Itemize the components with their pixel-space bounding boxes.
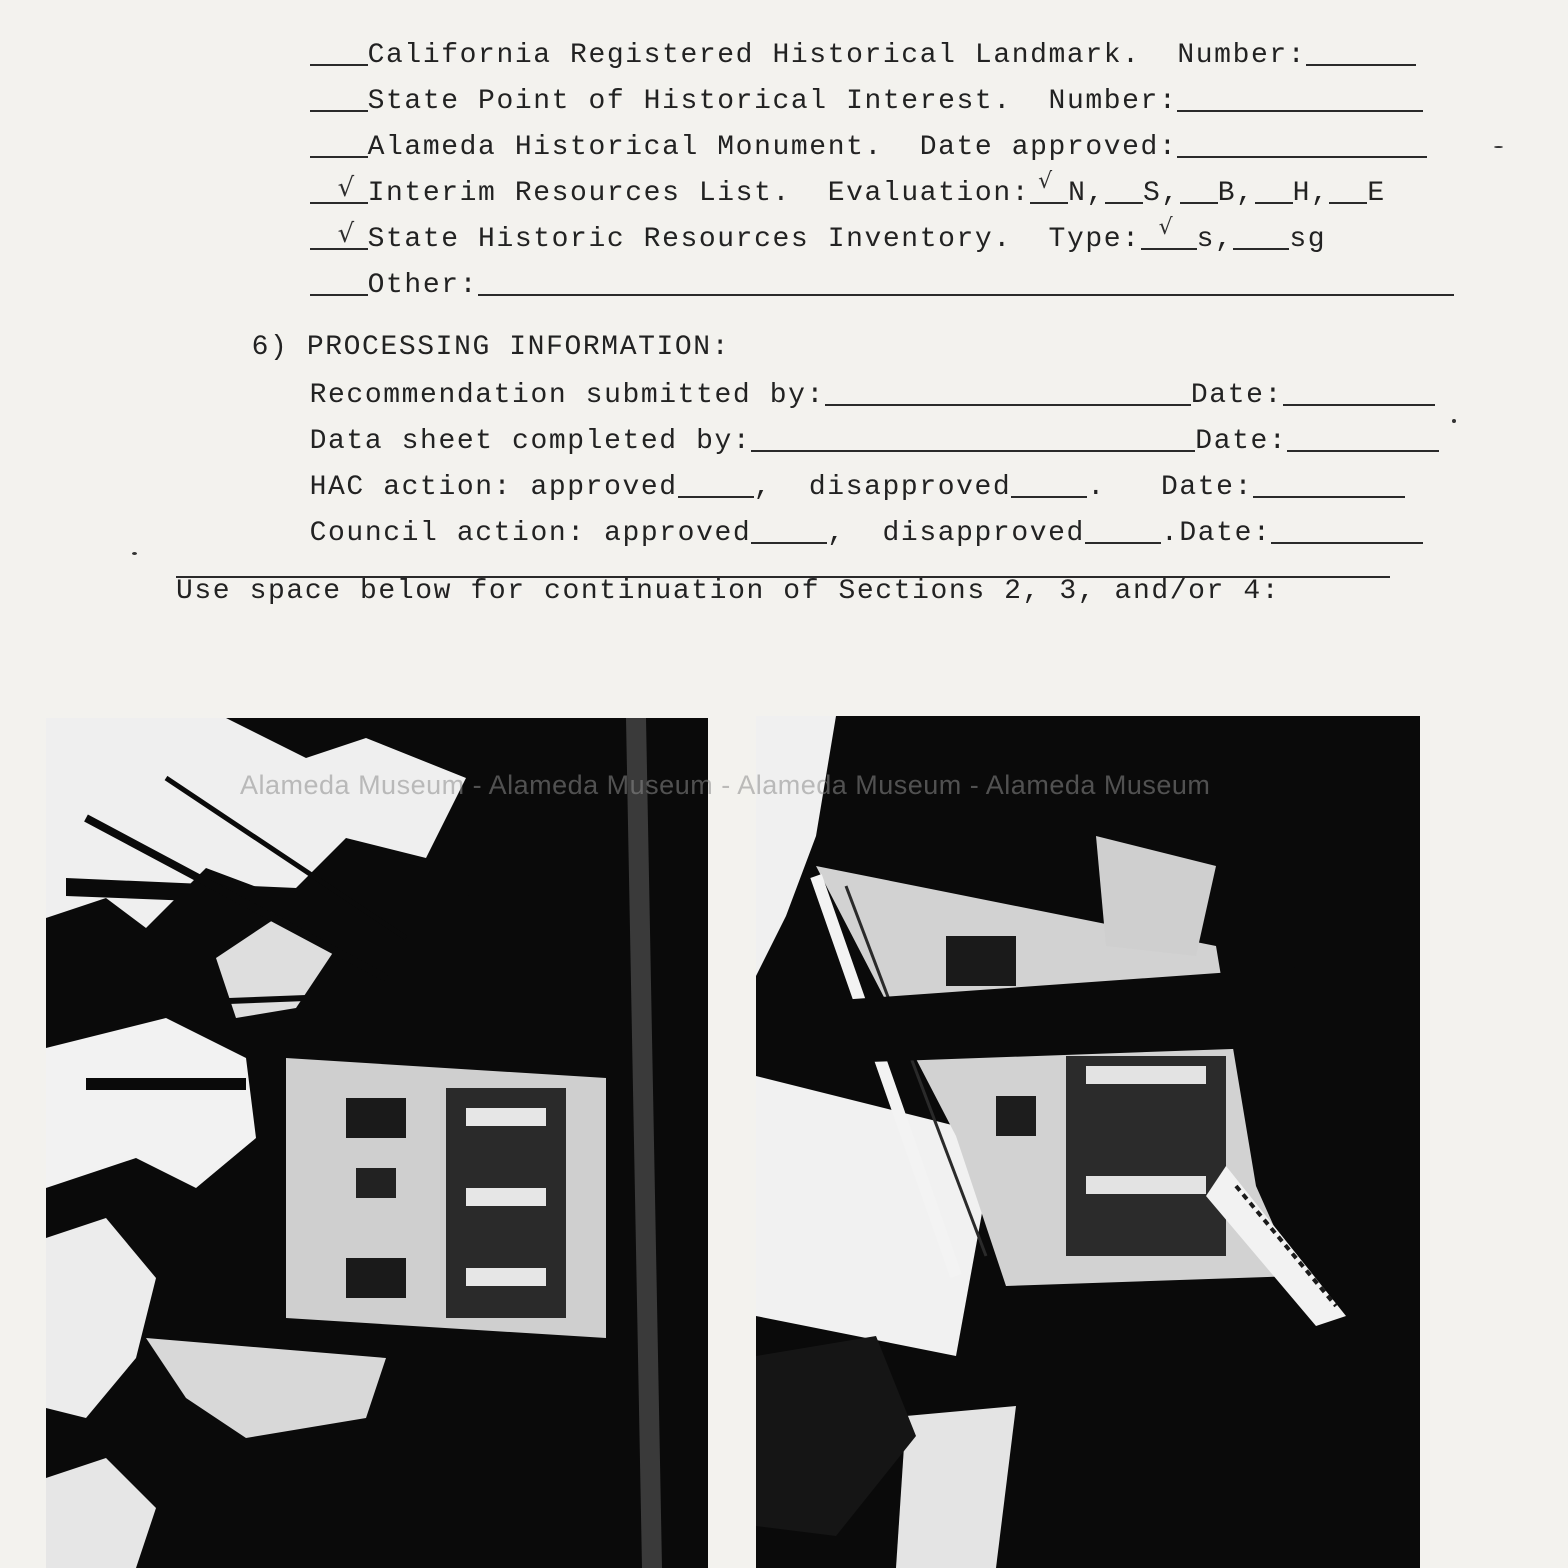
hac-label: HAC action: approved: [309, 472, 678, 503]
type-s-checkmark: √: [1158, 215, 1175, 240]
council-disapproved-blank[interactable]: [1085, 516, 1161, 544]
california-landmark-number-label: Number:: [1177, 40, 1307, 71]
evaluation-option-s: S: [1142, 178, 1162, 209]
paper-speck: [1452, 419, 1456, 423]
data-sheet-date-label: Date:: [1195, 426, 1288, 457]
watermark: Alameda Museum - Alameda Museum - Alameda Museum - Alameda Museum: [240, 770, 1211, 800]
council-disapproved-label: disapproved: [882, 518, 1085, 549]
evaluation-e-blank[interactable]: [1329, 176, 1367, 204]
council-action-row: Council action: approved , disapproved .Date:: [236, 480, 1423, 588]
state-inventory-checkmark: √: [337, 219, 356, 249]
alameda-monument-date-label: Date approved:: [919, 132, 1178, 163]
type-label: Type:: [1048, 224, 1141, 255]
evaluation-label: Evaluation:: [827, 178, 1031, 209]
photo-house-right: [756, 716, 1420, 1568]
hac-date-label: Date:: [1160, 472, 1253, 503]
evaluation-option-h: H: [1292, 178, 1311, 209]
other-label: Other:: [367, 270, 479, 301]
state-point-number-label: Number:: [1048, 86, 1178, 117]
interim-list-label: Interim Resources List.: [367, 178, 791, 209]
state-inventory-label: State Historic Resources Inventory.: [367, 224, 1012, 255]
evaluation-n-checkmark: √: [1038, 169, 1054, 194]
processing-heading: PROCESSING INFORMATION:: [306, 332, 731, 363]
photo-house-left-image: [46, 718, 708, 1568]
evaluation-option-b: B: [1217, 178, 1237, 209]
paper-speck: [1494, 146, 1503, 148]
interim-list-row: √ Interim Resources List. Evaluation: √ N, S, B, H, E: [236, 140, 1386, 248]
evaluation-option-e: E: [1367, 178, 1386, 209]
interim-list-checkmark: √: [337, 173, 356, 203]
california-landmark-label: California Registered Historical Landmark.: [367, 40, 1141, 71]
paper-speck: [132, 552, 137, 555]
state-inventory-row: √ State Historic Resources Inventory. Type: √ s, sg: [236, 186, 1326, 294]
council-label: Council action: approved: [309, 518, 752, 549]
continuation-note: Use space below for continuation of Sections 2, 3, and/or 4:: [176, 576, 1281, 607]
recommendation-label: Recommendation submitted by:: [309, 380, 825, 411]
alameda-monument-label: Alameda Historical Monument.: [367, 132, 883, 163]
data-sheet-label: Data sheet completed by:: [309, 426, 752, 457]
hac-disapproved-label: disapproved: [808, 472, 1012, 503]
evaluation-option-n: N: [1068, 178, 1087, 209]
other-blank[interactable]: [478, 268, 1454, 296]
other-check-blank[interactable]: [310, 268, 368, 296]
type-option-s: s: [1196, 224, 1215, 255]
council-date-blank[interactable]: [1271, 516, 1423, 544]
recommendation-date-label: Date:: [1190, 380, 1283, 411]
state-point-label: State Point of Historical Interest.: [367, 86, 1012, 117]
type-option-sg: sg: [1289, 224, 1327, 255]
council-date-label: Date:: [1179, 518, 1272, 549]
council-approved-blank[interactable]: [751, 516, 827, 544]
section-number: 6): [251, 332, 289, 363]
photo-house-right-image: [756, 716, 1420, 1568]
hac-action-row: HAC action: approved , disapproved . Date:: [236, 434, 1405, 542]
photo-house-left: [46, 718, 708, 1568]
